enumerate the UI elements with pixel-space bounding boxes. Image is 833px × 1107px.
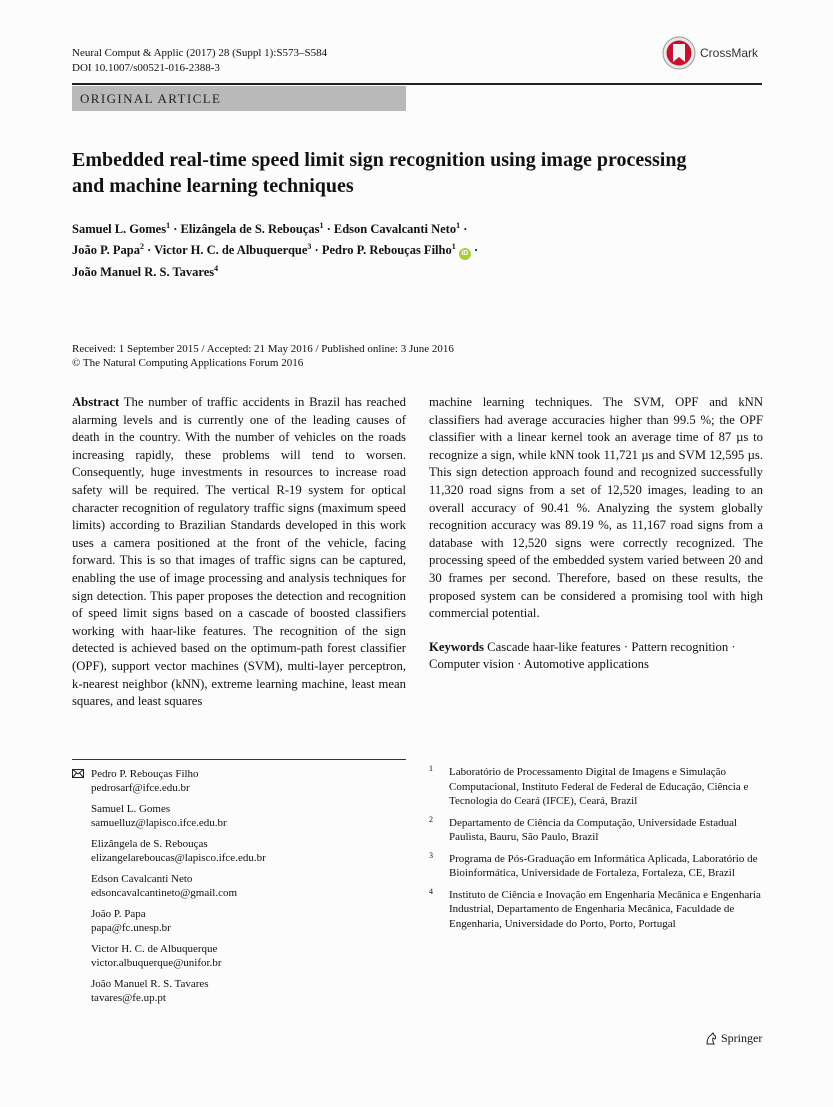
- copyright-line: © The Natural Computing Applications Forum 2016: [72, 357, 304, 369]
- author-affiliation-mark: 1: [451, 242, 456, 252]
- article-type-banner: ORIGINAL ARTICLE: [72, 86, 406, 111]
- contact-entry: [72, 977, 406, 1005]
- author-list: [72, 217, 632, 281]
- abstract-text-part2: machine learning techniques. The SVM, OPF and kNN classifiers had average accuracies higher than 99.5 %; the OPF classifier with a linear kernel took an average time of 87 µs to recognize a sign, while kNN took 11,721 µs and SVM 12,595 µs. This sign detection approach found and recognized successfully 11,320 road signs from a set of 12,520 images, leading to an overall accuracy of 90.41 %. Analyzing the system globally recognition accuracy was 89.19 %, as 11,167 road signs from a database with 12,520 signs were correctly recognized. The processing speed of the embedded system varied between 20 and 30 frames per second. Therefore, based on these results, the proposed system can be considered a promising tool with high commercial potential.: [429, 395, 763, 621]
- contact-name: Victor H. C. de Albuquerque: [91, 943, 218, 955]
- contact-name: Elizângela de S. Rebouças: [91, 838, 208, 850]
- springer-horse-icon: [704, 1032, 718, 1046]
- author-separator: ·: [460, 222, 468, 237]
- author-name: Elizângela de S. Rebouças: [180, 222, 320, 237]
- contact-name: Edson Cavalcanti Neto: [91, 873, 193, 885]
- header-rule: [72, 83, 762, 85]
- paper-title: Embedded real-time speed limit sign recognition using image processing and machine learning techniques: [72, 149, 687, 197]
- keywords-block: [429, 639, 763, 674]
- author-affiliation-mark: 3: [307, 242, 312, 252]
- footnote-rule: [72, 759, 406, 760]
- contact-name: Samuel L. Gomes: [91, 803, 171, 815]
- author-separator: ·: [170, 222, 181, 237]
- contact-email[interactable]: papa@fc.unesp.br: [91, 922, 171, 934]
- crossmark-label: CrossMark: [700, 46, 759, 60]
- affiliation-number: 2: [429, 814, 433, 824]
- affiliation-entry: [429, 765, 763, 809]
- author-affiliation-mark: 1: [319, 221, 324, 230]
- author-name: Pedro P. Rebouças Filho: [321, 243, 452, 258]
- journal-line: Neural Comput & Applic (2017) 28 (Suppl 1):S573–S584: [72, 47, 328, 59]
- author-affiliation-mark: 1: [456, 221, 461, 230]
- author-name: João Manuel R. S. Tavares: [72, 265, 215, 280]
- contact-email[interactable]: elizangelareboucas@lapisco.ifce.edu.br: [91, 852, 266, 864]
- contact-email[interactable]: victor.albuquerque@unifor.br: [91, 957, 222, 969]
- affiliation-entry: [429, 888, 763, 932]
- crossmark-icon: [662, 36, 696, 70]
- affiliation-entry: [429, 816, 763, 845]
- contact-name: Pedro P. Rebouças Filho: [91, 768, 199, 780]
- contact-entry: [72, 802, 406, 830]
- author-name: Victor H. C. de Albuquerque: [154, 243, 308, 258]
- publisher-name: Springer: [721, 1031, 763, 1045]
- abstract-column: [72, 394, 406, 711]
- affiliation-number: 3: [429, 850, 433, 860]
- abstract-text-part1: The number of traffic accidents in Brazil has reached alarming levels and is currently one of the leading causes of death in the country. With the number of vehicles on the roads increasing rapidly, these problems will tend to worsen. Consequently, huge investments in resources to increase road safety will be required. The vertical R-19 system for optical character recognition of regulatory traffic signs (maximum speed limits) according to Brazilian Standards developed in this work uses a camera positioned at the front of the vehicle, facing forward. This is so that images of traffic signs can be captured, enabling the use of image processing and analysis techniques for sign detection. This paper proposes the detection and recognition of speed limit signs based on a cascade of boosted classifiers working with haar-like features. The recognition of the sign detected is achieved based on the optimum-path forest classifier (OPF), support vector machines (SVM), multi-layer perceptron, k-nearest neighbor (kNN), extreme learning machine, least mean squares, and least squares: [72, 395, 406, 709]
- affiliation-text: Departamento de Ciência da Computação, Universidade Estadual Paulista, Bauru, São Paulo, Brazil: [449, 816, 738, 843]
- author-separator: ·: [323, 222, 334, 237]
- author-contacts: [72, 767, 406, 1012]
- right-column: [429, 394, 763, 674]
- doi-line[interactable]: DOI 10.1007/s00521-016-2388-3: [72, 62, 220, 74]
- author-separator: ·: [143, 243, 155, 258]
- envelope-icon: [72, 769, 84, 778]
- contact-email[interactable]: edsoncavalcantineto@gmail.com: [91, 887, 238, 899]
- journal-citation: [72, 46, 327, 76]
- contact-entry: [72, 942, 406, 970]
- keywords-text: Cascade haar-like features · Pattern recognition · Computer vision · Automotive applications: [429, 639, 736, 672]
- contact-entry: [72, 837, 406, 865]
- author-separator: ·: [470, 243, 479, 258]
- author-name: Samuel L. Gomes: [72, 222, 167, 237]
- author-separator: ·: [311, 243, 322, 258]
- contact-entry: [72, 872, 406, 900]
- contact-email[interactable]: pedrosarf@ifce.edu.br: [91, 782, 190, 794]
- author-affiliation-mark: 4: [214, 264, 219, 274]
- affiliation-number: 4: [429, 886, 433, 896]
- author-affiliation-mark: 2: [139, 242, 144, 252]
- orcid-icon[interactable]: iD: [459, 248, 471, 260]
- keywords-label: Keywords: [429, 639, 484, 654]
- author-name: Edson Cavalcanti Neto: [333, 222, 457, 237]
- contact-email[interactable]: samuelluz@lapisco.ifce.edu.br: [91, 817, 227, 829]
- affiliation-number: 1: [429, 764, 433, 773]
- affiliation-text: Laboratório de Processamento Digital de Imagens e Simulação Computacional, Instituto Federal de Federal de Educação, Ciência e Tecnologia do Ceará (IFCE), Ceará, Brazil: [449, 766, 749, 807]
- author-name: João P. Papa: [72, 243, 140, 258]
- abstract-label: Abstract: [72, 395, 120, 409]
- affiliation-text: Instituto de Ciência e Inovação em Engenharia Mecânica e Engenharia Industrial, Departamento de Engenharia Mecânica, Faculdade de Engenharia, Universidade do Porto, Porto, Portugal: [449, 888, 761, 930]
- author-affiliation-mark: 1: [166, 221, 171, 230]
- affiliation-entry: [429, 852, 763, 881]
- dates-line: Received: 1 September 2015 / Accepted: 21 May 2016 / Published online: 3 June 2016: [72, 343, 454, 355]
- affiliation-text: Programa de Pós-Graduação em Informática Aplicada, Laboratório de Bioinformática, Universidade de Fortaleza, Fortaleza, CE, Brazil: [449, 852, 758, 879]
- crossmark-badge[interactable]: [662, 36, 772, 70]
- contact-name: João Manuel R. S. Tavares: [91, 978, 209, 990]
- affiliations: [429, 765, 763, 938]
- contact-email[interactable]: tavares@fe.up.pt: [91, 992, 166, 1004]
- publisher-logo: [704, 1031, 762, 1046]
- publication-dates: [72, 342, 454, 370]
- contact-entry: [72, 767, 406, 795]
- contact-entry: [72, 907, 406, 935]
- contact-name: João P. Papa: [91, 908, 146, 920]
